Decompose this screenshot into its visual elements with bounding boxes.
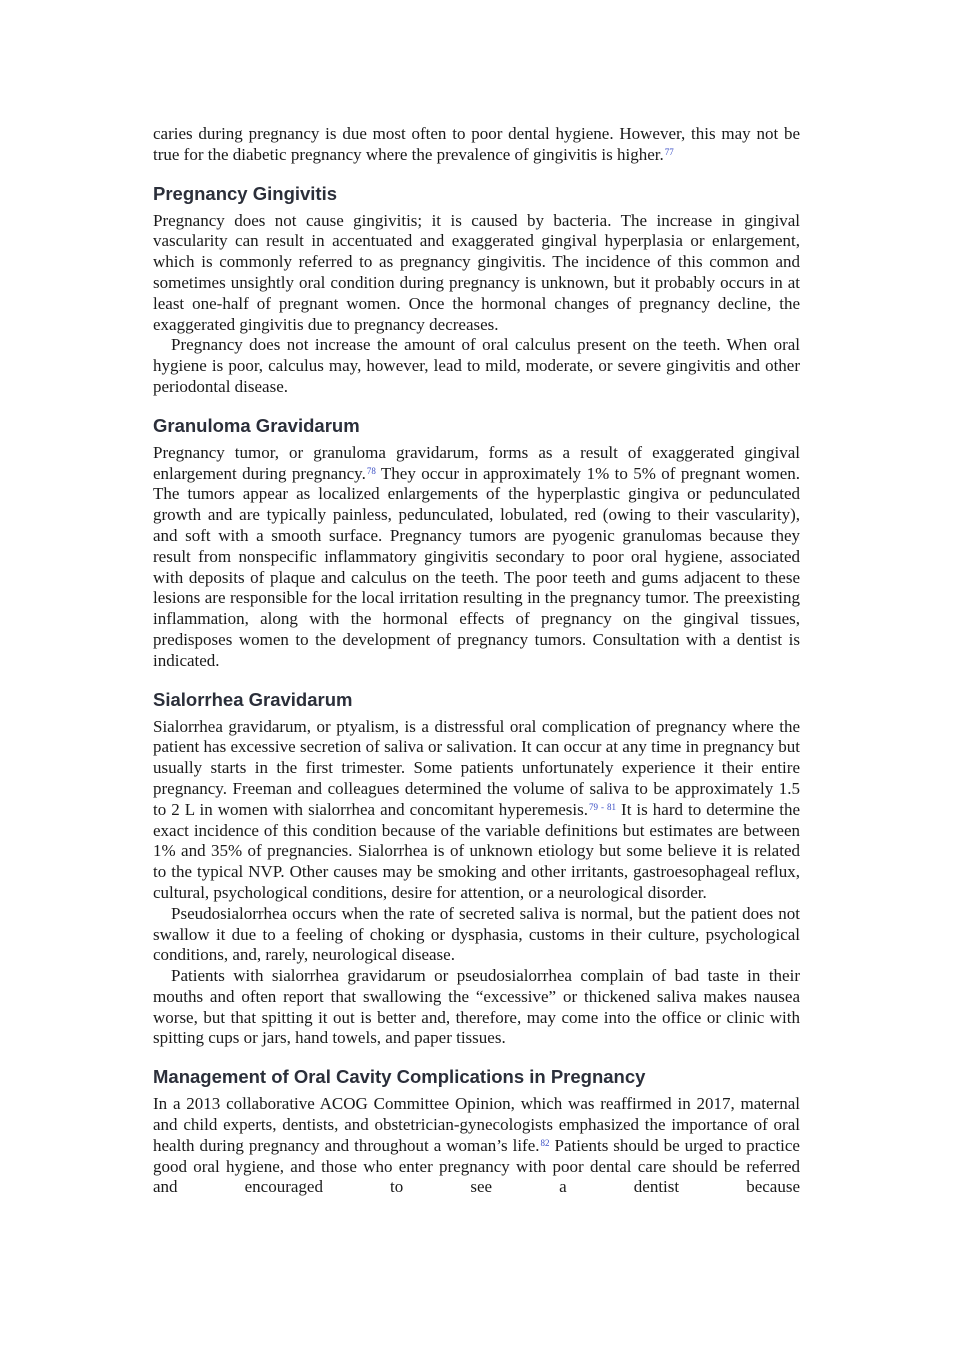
heading-granuloma-gravidarum: Granuloma Gravidarum — [153, 414, 360, 436]
sialorrhea-paragraph-1 — [153, 717, 800, 904]
sialorrhea-text-b: It is hard to determine the exact incidence of this condition because of the variable definitions but estimates are between 1% and 35% of pregnancies. Sialorrhea is of unknown etiology but some believe it is related to the typical NVP. Other causes may be smoking and other irritants, gastroesophageal reflux, cultural, psychological conditions, desire for attention, or a neurological disorder. — [153, 799, 801, 902]
granuloma-text-b: They occur in approximately 1% to 5% of pregnant women. The tumors appear as localized enlargements of the hyperplastic gingiva or pedunculated growth and are typically painless, pedunculated, lobulated, red (owing to their vascularity), and soft with a smooth surface. Pregnancy tumors are pyogenic granulomas because they result from nonspecific inflammatory gingivitis secondary to poor oral hygiene, associated with deposits of plaque and calculus on the teeth. The poor teeth and gums adjacent to these lesions are responsible for the local irritation resulting in the pregnancy tumor. The preexisting inflammation, along with the hormonal effects of pregnancy on the gingival tissues, predisposes women to the development of pregnancy tumors. Consultation with a dentist is indicated. — [153, 463, 800, 670]
sialorrhea-paragraph-2: Pseudosialorrhea occurs when the rate of secreted saliva is normal, but the patient does not swallow it due to a feeling of choking or dysphasia, customs in their culture, psychological conditions, and, rarely, neurological disease. — [153, 903, 800, 965]
intro-text: caries during pregnancy is due most often to poor dental hygiene. However, this may not be true for the diabetic pregnancy where the prevalence of gingivitis is higher. — [153, 124, 800, 164]
gingivitis-paragraph-1: Pregnancy does not cause gingivitis; it is caused by bacteria. The increase in gingival vascularity can result in accentuated and exaggerated gingival hyperplasia or enlargement, which is commonly referred to as pregnancy gingivitis. The incidence of this common and sometimes unsightly oral condition during pregnancy is unknown, but it probably occurs in at least one-half of pregnant women. Once the hormonal changes of pregnancy decline, the exaggerated gingivitis due to pregnancy decreases. — [153, 210, 800, 334]
reference-link-78[interactable]: 78 — [366, 465, 376, 476]
intro-paragraph — [153, 124, 800, 166]
management-paragraph — [153, 1094, 800, 1198]
reference-link-82[interactable]: 82 — [540, 1137, 550, 1148]
heading-pregnancy-gingivitis: Pregnancy Gingivitis — [153, 182, 338, 204]
gingivitis-paragraph-2: Pregnancy does not increase the amount of oral calculus present on the teeth. When oral hygiene is poor, calculus may, however, lead to mild, moderate, or severe gingivitis and other periodontal disease. — [153, 335, 800, 396]
heading-management: Management of Oral Cavity Complications in Pregnancy — [153, 1066, 646, 1088]
granuloma-paragraph — [153, 443, 800, 672]
sialorrhea-paragraph-3: Patients with sialorrhea gravidarum or pseudosialorrhea complain of bad taste in their mouths and often report that swallowing the “excessive” or thickened saliva makes nausea worse, but that spitting it out is better and, therefore, may come into the office or clinic with spitting cups or jars, hand towels, and paper tissues. — [153, 966, 800, 1048]
reference-link-79-81[interactable]: 79 - 81 — [588, 801, 617, 812]
sialorrhea-text-a: Sialorrhea gravidarum, or ptyalism, is a distressful oral complication of pregnancy where the patient has excessive secretion of saliva or salivation. It can occur at any time in pregnancy but usually starts in the first trimester. Some patients unfortunately experience it their entire pregnancy. Freeman and colleagues determined the volume of saliva to be approximately 1.5 to 2 L in women with sialorrhea and concomitant hyperemesis. — [153, 716, 800, 819]
management-text-b: Patients should be urged to practice good oral hygiene, and those who enter pregnancy with poor dental care should be referred and encouraged to see a dentist because — [153, 1135, 800, 1197]
heading-sialorrhea-gravidarum: Sialorrhea Gravidarum — [153, 688, 353, 710]
reference-link-77[interactable]: 77 — [664, 146, 674, 157]
granuloma-text-a: Pregnancy tumor, or granuloma gravidarum, forms as a result of exaggerated gingival enlargement during pregnancy. — [153, 442, 800, 483]
document-page — [153, 124, 800, 1198]
management-text-a: In a 2013 collaborative ACOG Committee Opinion, which was reaffirmed in 2017, maternal and child experts, dentists, and obstetrician-gynecologists emphasized the importance of oral health during pregnancy and throughout a woman’s life. — [153, 1094, 800, 1155]
